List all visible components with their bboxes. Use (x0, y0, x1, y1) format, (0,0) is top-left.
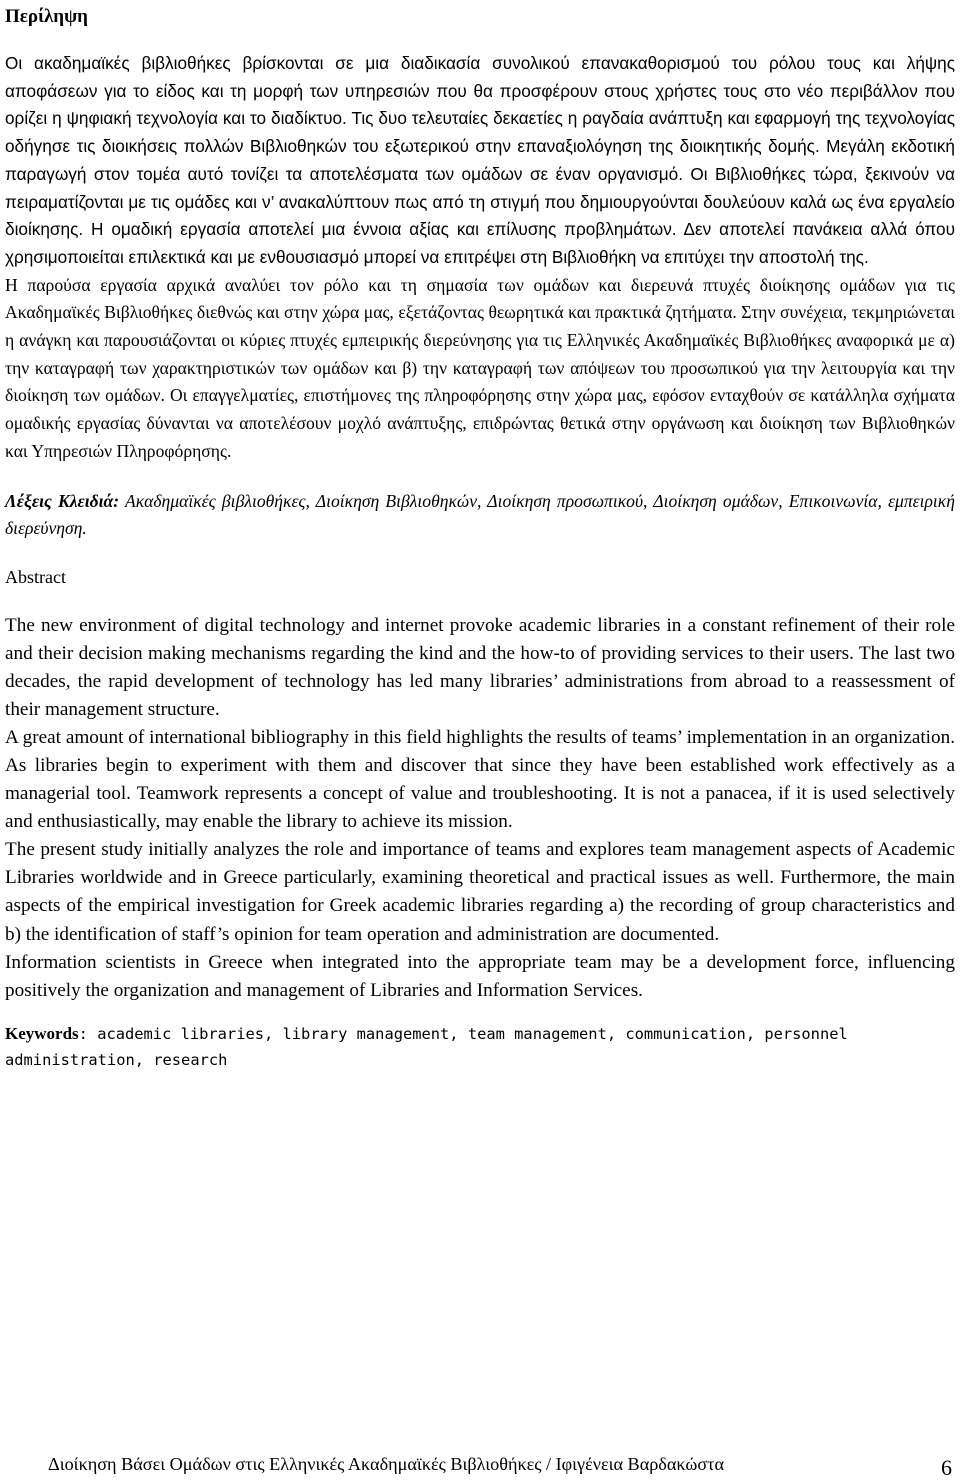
abstract-keywords-label: Keywords (5, 1023, 79, 1043)
summary-paragraph-2: Η παρούσα εργασία αρχικά αναλύει τον ρόλο και τη σημασία των ομάδων και διερευνά πτυχές διοίκησης ομάδων για τις Ακαδημαϊκές Βιβλιοθήκες διεθνώς και στην χώρα μας, εξετάζοντας θεωρητικά και πρακτικά ζητήματα. Στην συνέχεια, τεκμηριώνεται η ανάγκη και παρουσιάζονται οι κύριες πτυχές εμπειρικής διερεύνησης για τις Ελληνικές Ακαδημαϊκές Βιβλιοθήκες αναφορικά με α) την καταγραφή των χαρακτηριστικών των ομάδων και β) την καταγραφή των απόψεων του προσωπικού για την λειτουργία και την διοίκηση των ομάδων. Οι επαγγελματίες, επιστήμονες της πληροφόρησης στην χώρα μας, εφόσον ενταχθούν σε κατάλληλα σχήματα ομαδικής εργασίας δύνανται να αποτελέσουν μοχλό ανάπτυξης, επιδρώντας θετικά στην οργάνωση και διοίκηση των Βιβλιοθηκών και Υπηρεσιών Πληροφόρησης. (5, 274, 955, 461)
abstract-paragraph-4: Information scientists in Greece when integrated into the appropriate team may be a development force, influencing positively the organization and management of Libraries and Information Services. (5, 951, 955, 1001)
summary-keywords (5, 488, 955, 542)
summary-body (5, 50, 955, 466)
abstract-paragraph-3: The present study initially analyzes the role and importance of teams and explores team management aspects of Academic Libraries worldwide and in Greece particularly, examining theoretical and practical issues as well. Furthermore, the main aspects of the empirical investigation for Greek academic libraries regarding a) the recording of group characteristics and b) the identification of staff’s opinion for team operation and administration are documented. (5, 839, 955, 945)
footer-running-title: Διοίκηση Βάσει Ομάδων στις Ελληνικές Ακαδημαϊκές Βιβλιοθήκες / Ιφιγένεια Βαρδακώστα (48, 1454, 725, 1474)
page-footer (48, 1453, 952, 1480)
abstract-heading: Abstract (5, 566, 66, 587)
abstract-paragraph-1: The new environment of digital technology and internet provoke academic libraries in a constant refinement of their role and their decision making mechanisms regarding the kind and the how-to of providing services to their users. The last two decades, the rapid development of technology has led many libraries’ administrations from abroad to a reassessment of their management structure. (5, 614, 955, 720)
abstract-body (5, 612, 955, 1005)
summary-paragraph-1: Οι ακαδημαϊκές βιβλιοθήκες βρίσκονται σε μια διαδικασία συνολικού επανακαθορισμού του ρόλου τους και λήψης αποφάσεων για το είδος και τη μορφή των υπηρεσιών που θα προσφέρουν στους χρήστες τους στο νέο περιβάλλον που ορίζει η ψηφιακή τεχνολογία και το διαδίκτυο. Τις δυο τελευταίες δεκαετίες η ραγδαία ανάπτυξη και εφαρμογή της τεχνολογίας οδήγησε τις διοικήσεις πολλών Βιβλιοθηκών του εξωτερικού στην επαναξιολόγηση της διοικητικής δομής. Μεγάλη εκδοτική παραγωγή στον τομέα αυτό τονίζει τα αποτελέσματα των ομάδων σε έναν οργανισμό. Οι Βιβλιοθήκες τώρα, ξεκινούν να πειραματίζονται με τις ομάδες και ν’ ανακαλύπτουν πως από τη στιγμή που δημιουργούνται δουλεύουν καλά ως ένα εργαλείο διοίκησης. Η ομαδική εργασία αποτελεί μια έννοια αξίας και επίλυσης προβλημάτων. Δεν αποτελεί πανάκεια αλλά όπου χρησιμοποιείται επιλεκτικά και με ενθουσιασμό μπορεί να επιτρέψει στη Βιβλιοθήκη να επιτύχει την αποστολή της. (5, 53, 955, 267)
page-number: 6 (941, 1455, 952, 1480)
summary-keywords-text: Ακαδημαϊκές βιβλιοθήκες, Διοίκηση Βιβλιοθηκών, Διοίκηση προσωπικού, Διοίκηση ομάδων, Επικοινωνία, εμπειρική διερεύνηση. (5, 490, 955, 538)
summary-keywords-label: Λέξεις Κλειδιά: (5, 490, 120, 511)
abstract-paragraph-2: A great amount of international bibliography in this field highlights the results of teams’ implementation in an organization. As libraries begin to experiment with them and discover that since they have been established work effectively as a managerial tool. Teamwork represents a concept of value and troubleshooting. It is not a panacea, if it is used selectively and enthusiastically, may enable the library to achieve its mission. (5, 726, 955, 833)
summary-heading: Περίληψη (5, 6, 88, 27)
abstract-keywords-text: : academic libraries, library management, team management, communication, personnel administration, research (5, 1024, 848, 1069)
abstract-keywords (5, 1021, 955, 1073)
document-page (5, 0, 955, 1073)
